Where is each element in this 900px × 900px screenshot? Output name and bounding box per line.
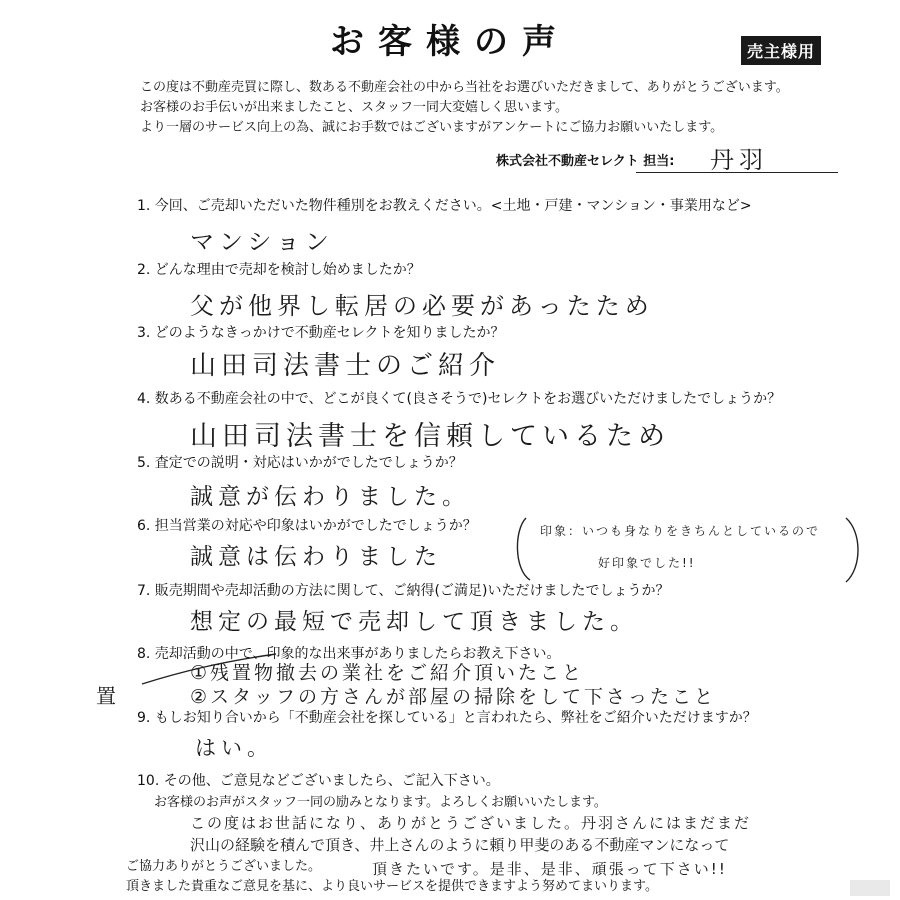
answer-2: 父が他界し転居の必要があったため [190,292,654,320]
question-7: 7. 販売期間や売却活動の方法に関して、ご納得(ご満足)いただけましたでしょうか？ [137,583,670,599]
closing-line-1: ご協力ありがとうございました。 [126,859,322,874]
staff-name: 丹羽 [710,146,768,174]
question-10: 10. その他、ご意見などございましたら、ご記入下さい。 [137,773,500,789]
answer-3: 山田司法書士のご紹介 [190,351,501,381]
scanned-scribble [850,880,890,896]
question-5: 5. 査定での説明・対応はいかがでしたでしょうか？ [137,455,463,471]
question-1: 1. 今回、ご売却いただいた物件種別をお教えください。<土地・戸建・マンション・事業用など> [137,198,752,214]
answer-1: マンション [190,228,334,256]
answer-7: 想定の最短で売却して頂きました。 [190,609,638,635]
answer-8-item-2: ②スタッフの方さんが部屋の掃除をして下さったこと [190,686,717,708]
seller-badge: 売主様用 [741,36,821,65]
answer-10-line-3: 頂きたいです。是非、是非、頑張って下さい!! [372,860,727,878]
answer-6: 誠意は伝わりました [190,544,442,570]
answer-6-note-line-1: 印象：いつも身なりをきちんとしているので [540,524,821,538]
page-title: お客様の声 [330,22,570,62]
answer-10-line-2: 沢山の経験を積んで頂き、井上さんのように頼り甲斐のある不動産マンになって [190,836,730,854]
answer-5: 誠意が伝わりました。 [190,484,470,510]
answer-9: はい。 [195,736,273,760]
question-4: 4. 数ある不動産会社の中で、どこが良くて(良さそうで)セレクトをお選びいただけましたでしょうか？ [137,391,782,407]
question-9: 9. もしお知り合いから「不動産会社を探している」と言われたら、弊社をご紹介いただけますか？ [137,710,757,726]
answer-6-note-line-2: 好印象でした!! [598,556,696,570]
company-staff-label: 株式会社不動産セレクト 担当: [496,154,675,169]
question-8: 8. 売却活動の中で、印象的な出来事がありましたらお教え下さい。 [137,646,561,662]
staff-underline [636,172,838,173]
answer-8-item-1: ①残置物撤去の業社をご紹介頂いたこと [190,662,585,684]
closing-line-2: 頂きました貴重なご意見を基に、より良いサービスを提供できますよう努めてまいります。 [126,879,658,894]
intro-line-2: お客様のお手伝いが出来ましたこと、スタッフ一同大変嬉しく思います。 [140,100,568,115]
question-10-subtext: お客様のお声がスタッフ一同の励みとなります。よろしくお願いいたします。 [154,795,607,810]
question-6: 6. 担当営業の対応や印象はいかがでしたでしょうか？ [137,518,477,534]
intro-line-1: この度は不動産売買に際し、数ある不動産会社の中から当社をお選びいただきまして、ありがとうございます。 [140,80,789,95]
question-2: 2. どんな理由で売却を検討し始めましたか？ [137,262,421,278]
answer-4: 山田司法書士を信頼しているため [190,421,670,452]
question-3: 3. どのようなきっかけで不動産セレクトを知りましたか？ [137,325,505,341]
q8-margin-mark: 置 [96,684,121,708]
intro-line-3: より一層のサービス向上の為、誠にお手数ではございますがアンケートにご協力お願いいたします。 [140,120,724,135]
answer-10-line-1: この度はお世話になり、ありがとうございました。丹羽さんにはまだまだ [190,814,752,832]
